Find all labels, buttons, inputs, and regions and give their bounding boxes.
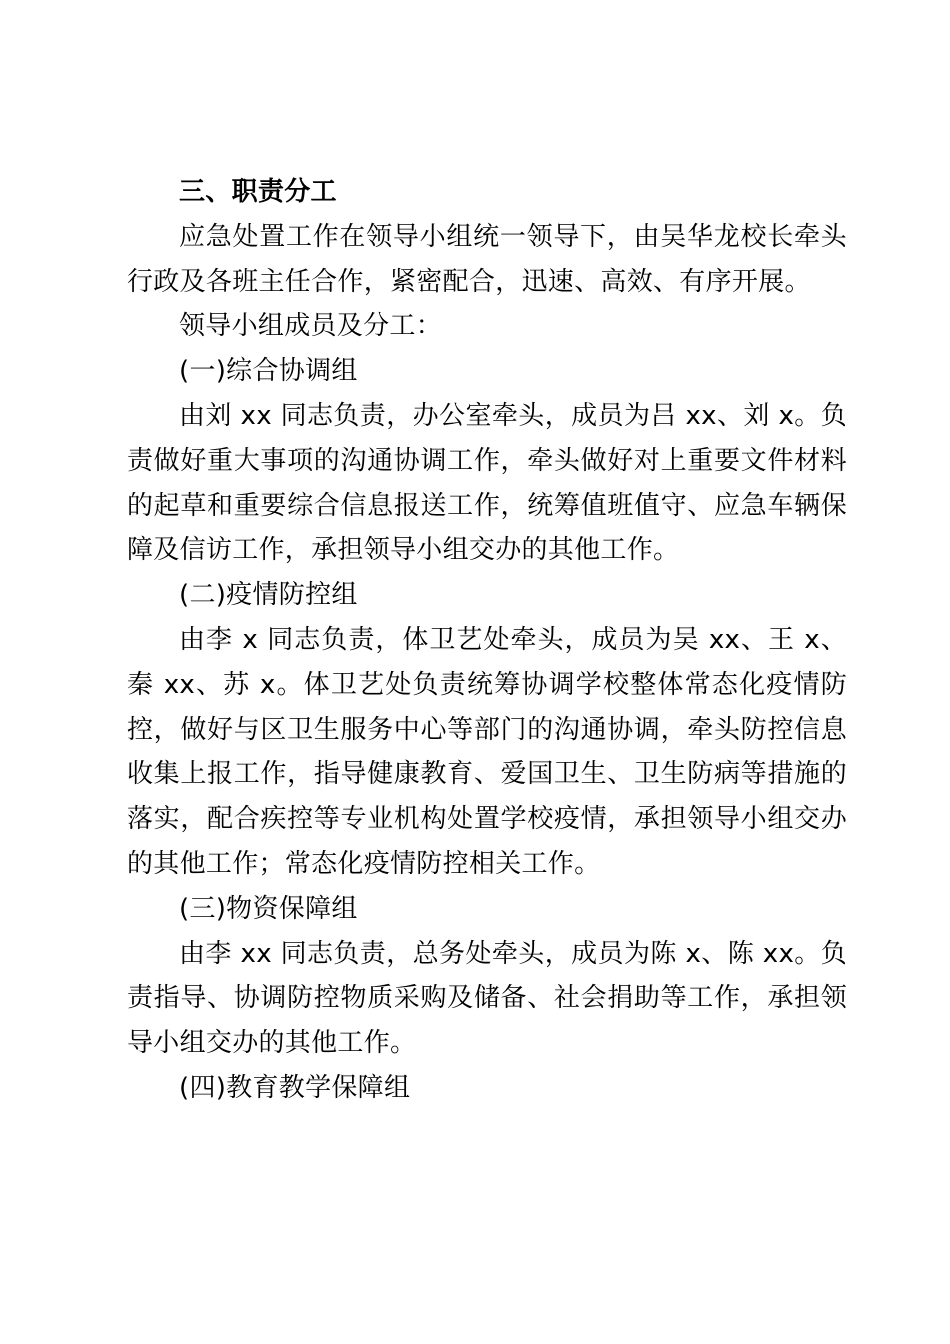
- group-body-epidemic-control: 由李 x 同志负责，体卫艺处牵头，成员为吴 xx、王 x、秦 xx、苏 x。体卫艺处负责统筹协调学校整体常态化疫情防控，做好与区卫生服务中心等部门的沟通协调，牵头防控信息收集上报工作，指导健康教育、爱国卫生、卫生防病等措施的落实，配合疾控等专业机构处置学校疫情，承担领导小组交办的其他工作；常态化疫情防控相关工作。: [127, 624, 847, 879]
- group-body-supplies: 由李 xx 同志负责，总务处牵头，成员为陈 x、陈 xx。负责指导、协调防控物质采购及储备、社会捐助等工作，承担领导小组交办的其他工作。: [127, 938, 847, 1059]
- group-title-teaching: (四)教育教学保障组: [179, 1072, 411, 1103]
- intro-paragraph: 应急处置工作在领导小组统一领导下，由吴华龙校长牵头行政及各班主任合作，紧密配合，迅速、高效、有序开展。: [127, 221, 847, 297]
- members-label: 领导小组成员及分工：: [179, 311, 443, 342]
- section-heading: 三、职责分工: [179, 177, 337, 207]
- document-page: [127, 170, 847, 1111]
- group-title-coordination: (一)综合协调组: [179, 356, 358, 387]
- group-title-epidemic-control: (二)疫情防控组: [179, 580, 358, 611]
- group-body-coordination: 由刘 xx 同志负责，办公室牵头，成员为吕 xx、刘 x。负责做好重大事项的沟通协调工作，牵头做好对上重要文件材料的起草和重要综合信息报送工作，统筹值班值守、应急车辆保障及信访工作，承担领导小组交办的其他工作。: [127, 400, 847, 566]
- group-title-supplies: (三)物资保障组: [179, 893, 358, 924]
